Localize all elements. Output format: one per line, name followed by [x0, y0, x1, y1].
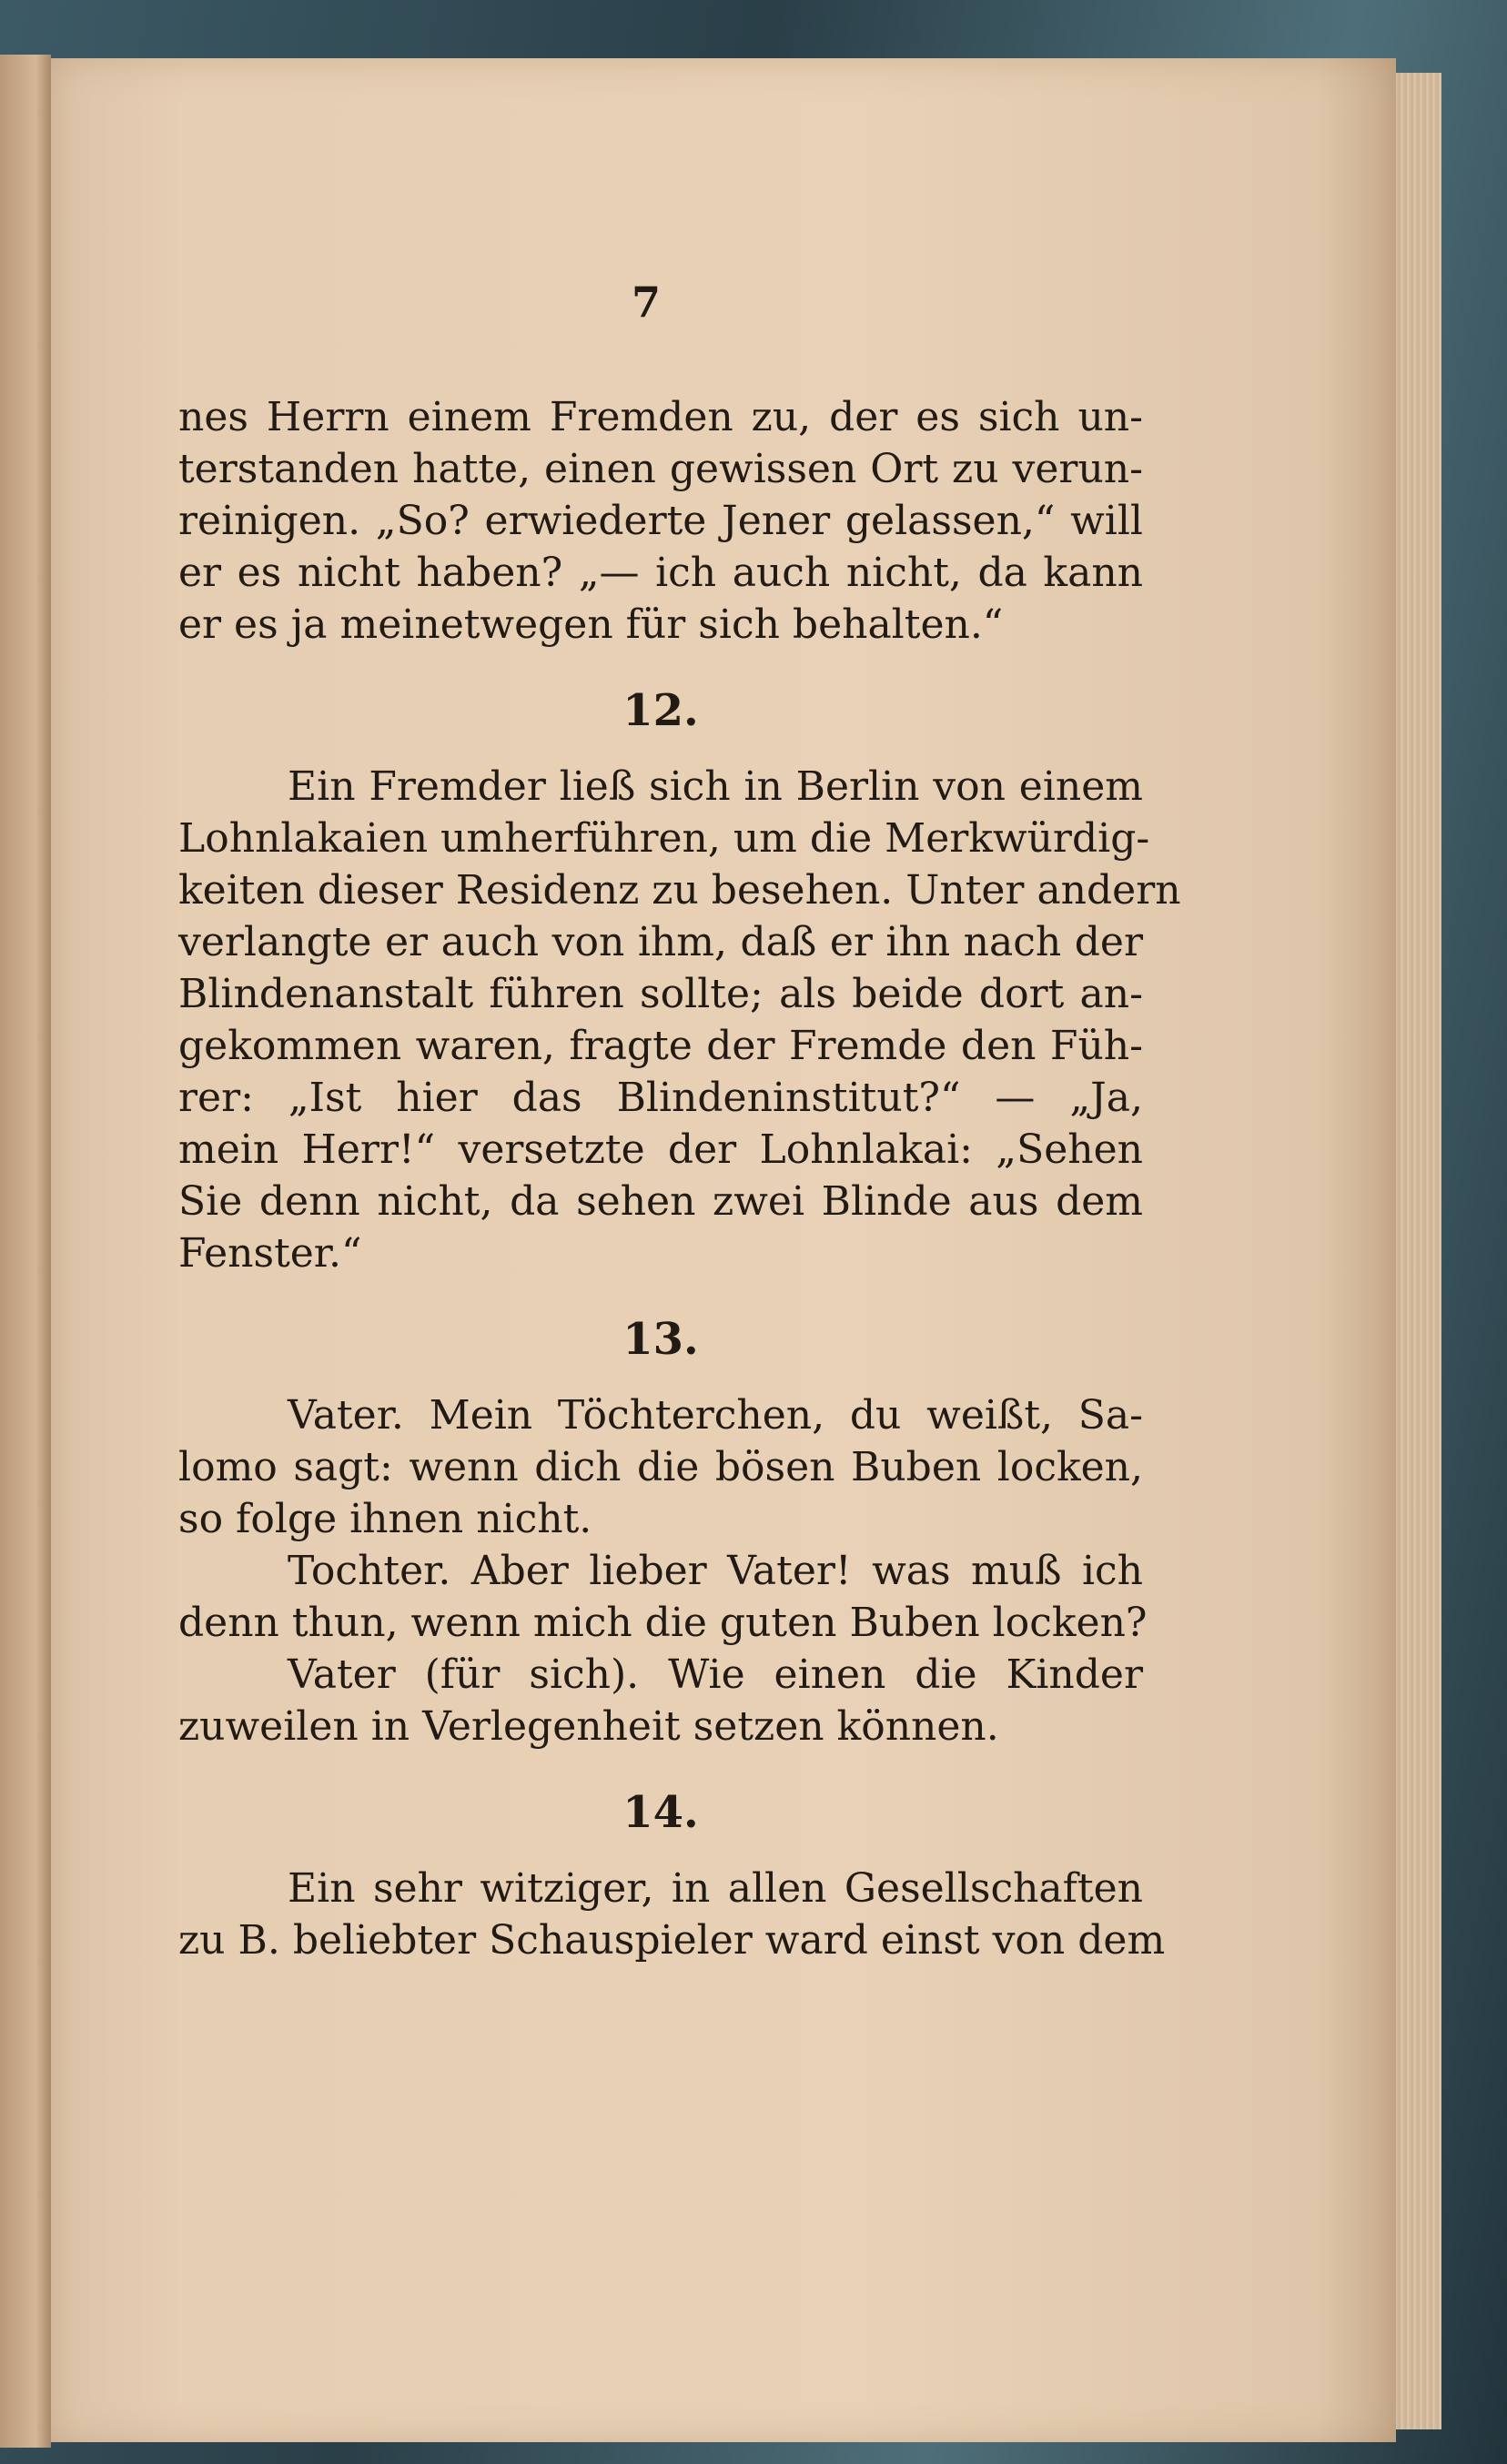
- paragraph: [178, 391, 1143, 651]
- page-text: [178, 391, 1181, 1966]
- text-line: Sie denn nicht, da sehen zwei Blinde aus dem: [178, 1178, 1143, 1225]
- page-number: 7: [631, 278, 661, 327]
- text-line: nes Herrn einem Fremden zu, der es sich un-: [178, 394, 1143, 440]
- text-line: so folge ihnen nicht.: [178, 1496, 592, 1542]
- text-line: reinigen. „So? erwiederte Jener gelassen,“ will: [178, 498, 1143, 544]
- text-line: zuweilen in Verlegenheit setzen können.: [178, 1703, 999, 1750]
- text-line: Lohnlakaien umherführen, um die Merkwürdig-: [178, 815, 1150, 862]
- text-line: Vater (für sich). Wie einen die Kinder: [288, 1651, 1143, 1698]
- text-line: terstanden hatte, einen gewissen Ort zu verun-: [178, 446, 1143, 492]
- text-line: denn thun, wenn mich die guten Buben locken?: [178, 1600, 1148, 1646]
- text-line: er es nicht haben? „— ich auch nicht, da kann: [178, 550, 1143, 596]
- text-line: keiten dieser Residenz zu besehen. Unter andern: [178, 867, 1181, 914]
- text-line: zu B. beliebter Schauspieler ward einst von dem: [178, 1917, 1166, 1964]
- paragraph: [178, 1649, 1143, 1752]
- text-line: Ein sehr witziger, in allen Gesellschaften: [288, 1865, 1143, 1912]
- text-line: Tochter. Aber lieber Vater! was muß ich: [288, 1548, 1143, 1594]
- paragraph: [178, 1863, 1166, 1966]
- text-line: mein Herr!“ versetzte der Lohnlakai: „Sehen: [178, 1126, 1143, 1173]
- section-number: 12.: [622, 685, 699, 736]
- text-line: Blindenanstalt führen sollte; als beide dort an-: [178, 971, 1143, 1017]
- section-number: 13.: [622, 1314, 699, 1365]
- text-line: Ein Fremder ließ sich in Berlin von einem: [288, 763, 1143, 810]
- left-page-edge: [0, 55, 51, 2448]
- paragraph: [178, 761, 1181, 1279]
- paragraph: [178, 1389, 1143, 1545]
- paragraph: [178, 1545, 1148, 1649]
- text-line: er es ja meinetwegen für sich behalten.“: [178, 601, 1004, 648]
- page-stack-edge: [1396, 73, 1441, 2429]
- section-number: 14.: [622, 1787, 699, 1838]
- text-line: Vater. Mein Töchterchen, du weißt, Sa-: [288, 1392, 1143, 1439]
- text-line: Fenster.“: [178, 1230, 362, 1277]
- text-line: verlangte er auch von ihm, daß er ihn nach der: [178, 919, 1143, 965]
- text-line: rer: „Ist hier das Blindeninstitut?“ — „Ja,: [178, 1075, 1143, 1121]
- text-line: lomo sagt: wenn dich die bösen Buben locken,: [178, 1444, 1143, 1490]
- text-line: gekommen waren, fragte der Fremde den Füh-: [178, 1023, 1143, 1069]
